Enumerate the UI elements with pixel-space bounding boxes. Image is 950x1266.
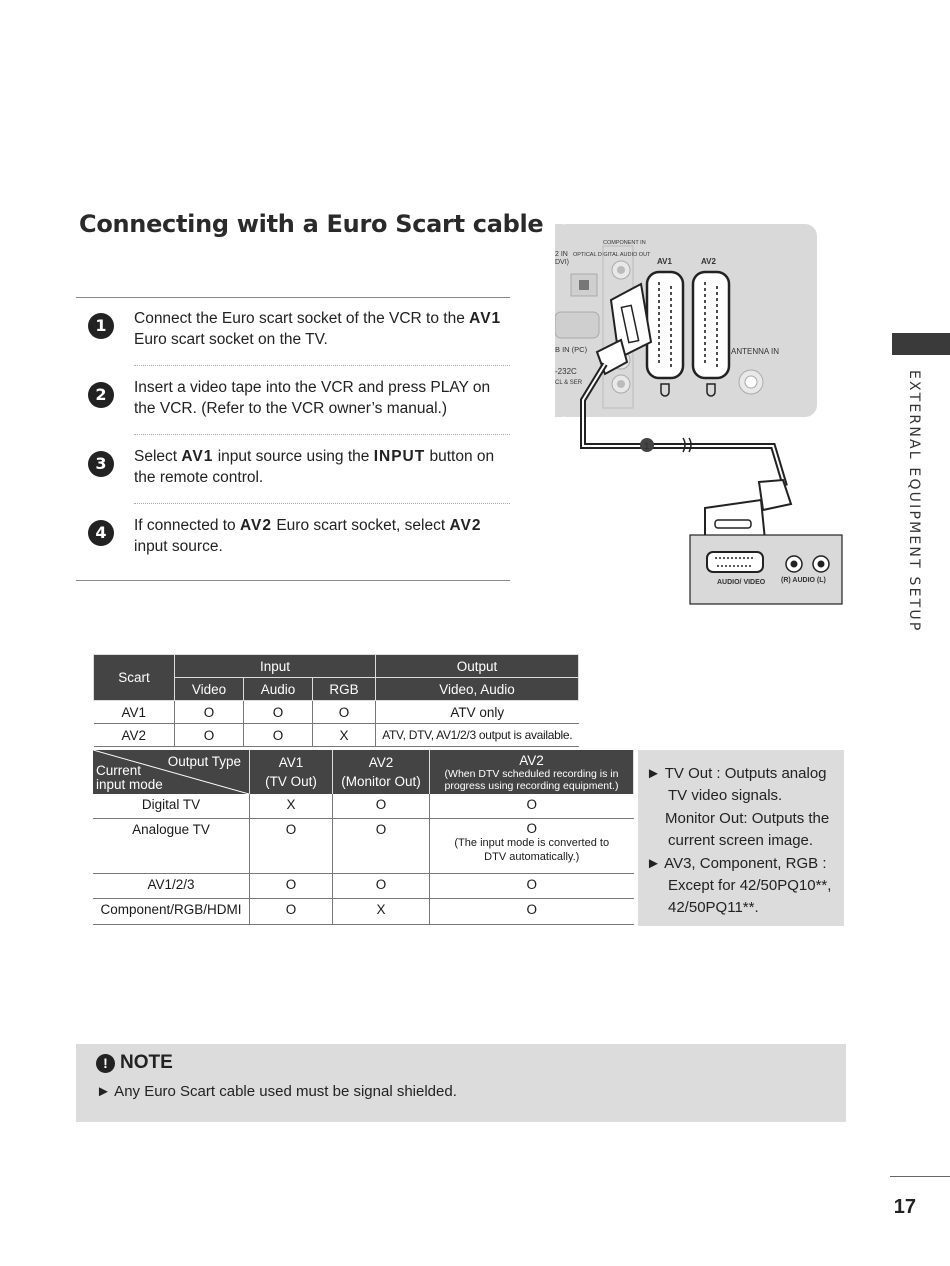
info-line: TV video signals. — [668, 787, 783, 804]
cell-audio: O — [244, 724, 313, 747]
page-number-rule — [890, 1176, 950, 1177]
side-tab-marker — [892, 333, 950, 355]
antenna-label: ANTENNA IN — [731, 347, 780, 356]
exclamation-icon: ! — [96, 1054, 115, 1073]
header-current-input-mode: Current input mode — [96, 763, 163, 792]
dotted-divider — [134, 365, 510, 366]
cell-av2: O — [333, 818, 430, 873]
hdmi-label: 2 IN — [555, 251, 568, 258]
rgb-label: B IN (PC) — [555, 345, 588, 354]
info-line: Monitor Out: Outputs the — [665, 810, 830, 827]
rgb-port-icon — [555, 312, 599, 338]
step-4 — [88, 515, 508, 565]
rs232-sub-label: CL & SER — [555, 380, 583, 386]
table-row — [93, 873, 634, 898]
dotted-divider — [134, 434, 510, 435]
optical-label: OPTICAL DIGITAL AUDIO OUT — [573, 252, 651, 258]
cell-av2-recording: O — [430, 898, 634, 924]
cell-audio: O — [244, 701, 313, 724]
step-number: 1 — [88, 313, 114, 339]
rs232-label: -232C — [555, 367, 577, 376]
cell-av1: X — [250, 794, 333, 818]
header-output: Output — [376, 655, 579, 678]
hdmi-sub-label: DVI) — [555, 259, 569, 266]
cell-mode: Digital TV — [93, 794, 250, 818]
vcr-audio-label: (R) AUDIO (L) — [781, 577, 826, 584]
header-video-audio: Video, Audio — [376, 678, 579, 701]
info-line: ► AV3, Component, RGB : — [646, 855, 827, 872]
table-row — [93, 898, 634, 924]
header-output-type: Output Type — [167, 754, 241, 769]
table-row — [94, 724, 579, 747]
header-av2-recording: AV2 (When DTV scheduled recording is in progress using recording equipment.) — [430, 750, 634, 794]
dotted-divider — [134, 503, 510, 504]
cell-scart: AV2 — [94, 724, 175, 747]
cell-av1: O — [250, 873, 333, 898]
info-line: 42/50PQ11**. — [668, 899, 759, 916]
cell-video: O — [175, 724, 244, 747]
cell-rgb: X — [313, 724, 376, 747]
cell-rgb: O — [313, 701, 376, 724]
cell-av1: O — [250, 898, 333, 924]
cell-scart: AV1 — [94, 701, 175, 724]
header-av2: AV2 (Monitor Out) — [333, 750, 430, 794]
av2-scart-socket-icon — [693, 272, 729, 378]
scart-plug-vcr-icon — [705, 480, 791, 540]
cell-av2-recording: O — [430, 794, 634, 818]
cell-av2-recording: O (The input mode is converted to DTV automatically.) — [430, 818, 634, 873]
av2-label: AV2 — [701, 257, 716, 266]
header-diagonal — [93, 750, 250, 794]
header-rgb: RGB — [313, 678, 376, 701]
cell-av2: O — [333, 794, 430, 818]
cell-mode: Analogue TV — [93, 818, 250, 873]
step-3 — [88, 446, 508, 496]
section-tab-label: EXTERNAL EQUIPMENT SETUP — [906, 370, 922, 633]
cell-output: ATV, DTV, AV1/2/3 output is available. — [376, 724, 579, 747]
cell-mode: Component/RGB/HDMI — [93, 898, 250, 924]
step-number: 3 — [88, 451, 114, 477]
note-heading: NOTE — [120, 1052, 173, 1073]
info-line: Except for 42/50PQ10**, — [668, 877, 832, 894]
step-number: 2 — [88, 382, 114, 408]
note-item: ► Any Euro Scart cable used must be signal shielded. — [96, 1083, 457, 1100]
table-row — [94, 701, 579, 724]
step-number: 4 — [88, 520, 114, 546]
cell-av2: X — [333, 898, 430, 924]
vcr-scart-socket-icon — [707, 552, 763, 572]
step-1 — [88, 308, 508, 358]
input-mode-table — [93, 750, 634, 925]
cable-number: 1 — [644, 441, 650, 451]
step-text: If connected to AV2 Euro scart socket, select AV2 input source. — [134, 517, 482, 555]
cell-av1: O — [250, 818, 333, 873]
info-line: ► TV Out : Outputs analog — [646, 765, 827, 782]
page-title: Connecting with a Euro Scart cable — [79, 210, 544, 238]
header-video: Video — [175, 678, 244, 701]
header-audio: Audio — [244, 678, 313, 701]
step-2 — [88, 377, 508, 427]
step-text: Connect the Euro scart socket of the VCR to the AV1 Euro scart socket on the TV. — [134, 310, 502, 348]
vcr-scart-label: AUDIO/ VIDEO — [717, 579, 766, 586]
info-line: current screen image. — [668, 832, 814, 849]
scart-table — [93, 654, 579, 747]
av1-scart-socket-icon — [647, 272, 683, 378]
step-text: Select AV1 input source using the INPUT button on the remote control. — [134, 448, 495, 486]
divider — [76, 297, 510, 298]
cell-av2-recording: O — [430, 873, 634, 898]
header-scart: Scart — [94, 655, 175, 701]
cell-output: ATV only — [376, 701, 579, 724]
av1-label: AV1 — [657, 257, 672, 266]
page-number: 17 — [893, 1196, 916, 1218]
component-in-label: COMPONENT IN — [603, 240, 646, 246]
step-text: Insert a video tape into the VCR and press PLAY on the VCR. (Refer to the VCR owner’s manual.) — [134, 379, 491, 417]
cell-av2: O — [333, 873, 430, 898]
info-box — [638, 750, 844, 926]
header-av1: AV1 (TV Out) — [250, 750, 333, 794]
connection-diagram — [555, 224, 855, 614]
header-input: Input — [175, 655, 376, 678]
table-row — [93, 794, 634, 818]
optical-port-inner — [579, 280, 589, 290]
table-row — [93, 818, 634, 873]
cell-video: O — [175, 701, 244, 724]
divider — [76, 580, 510, 581]
cell-mode: AV1/2/3 — [93, 873, 250, 898]
